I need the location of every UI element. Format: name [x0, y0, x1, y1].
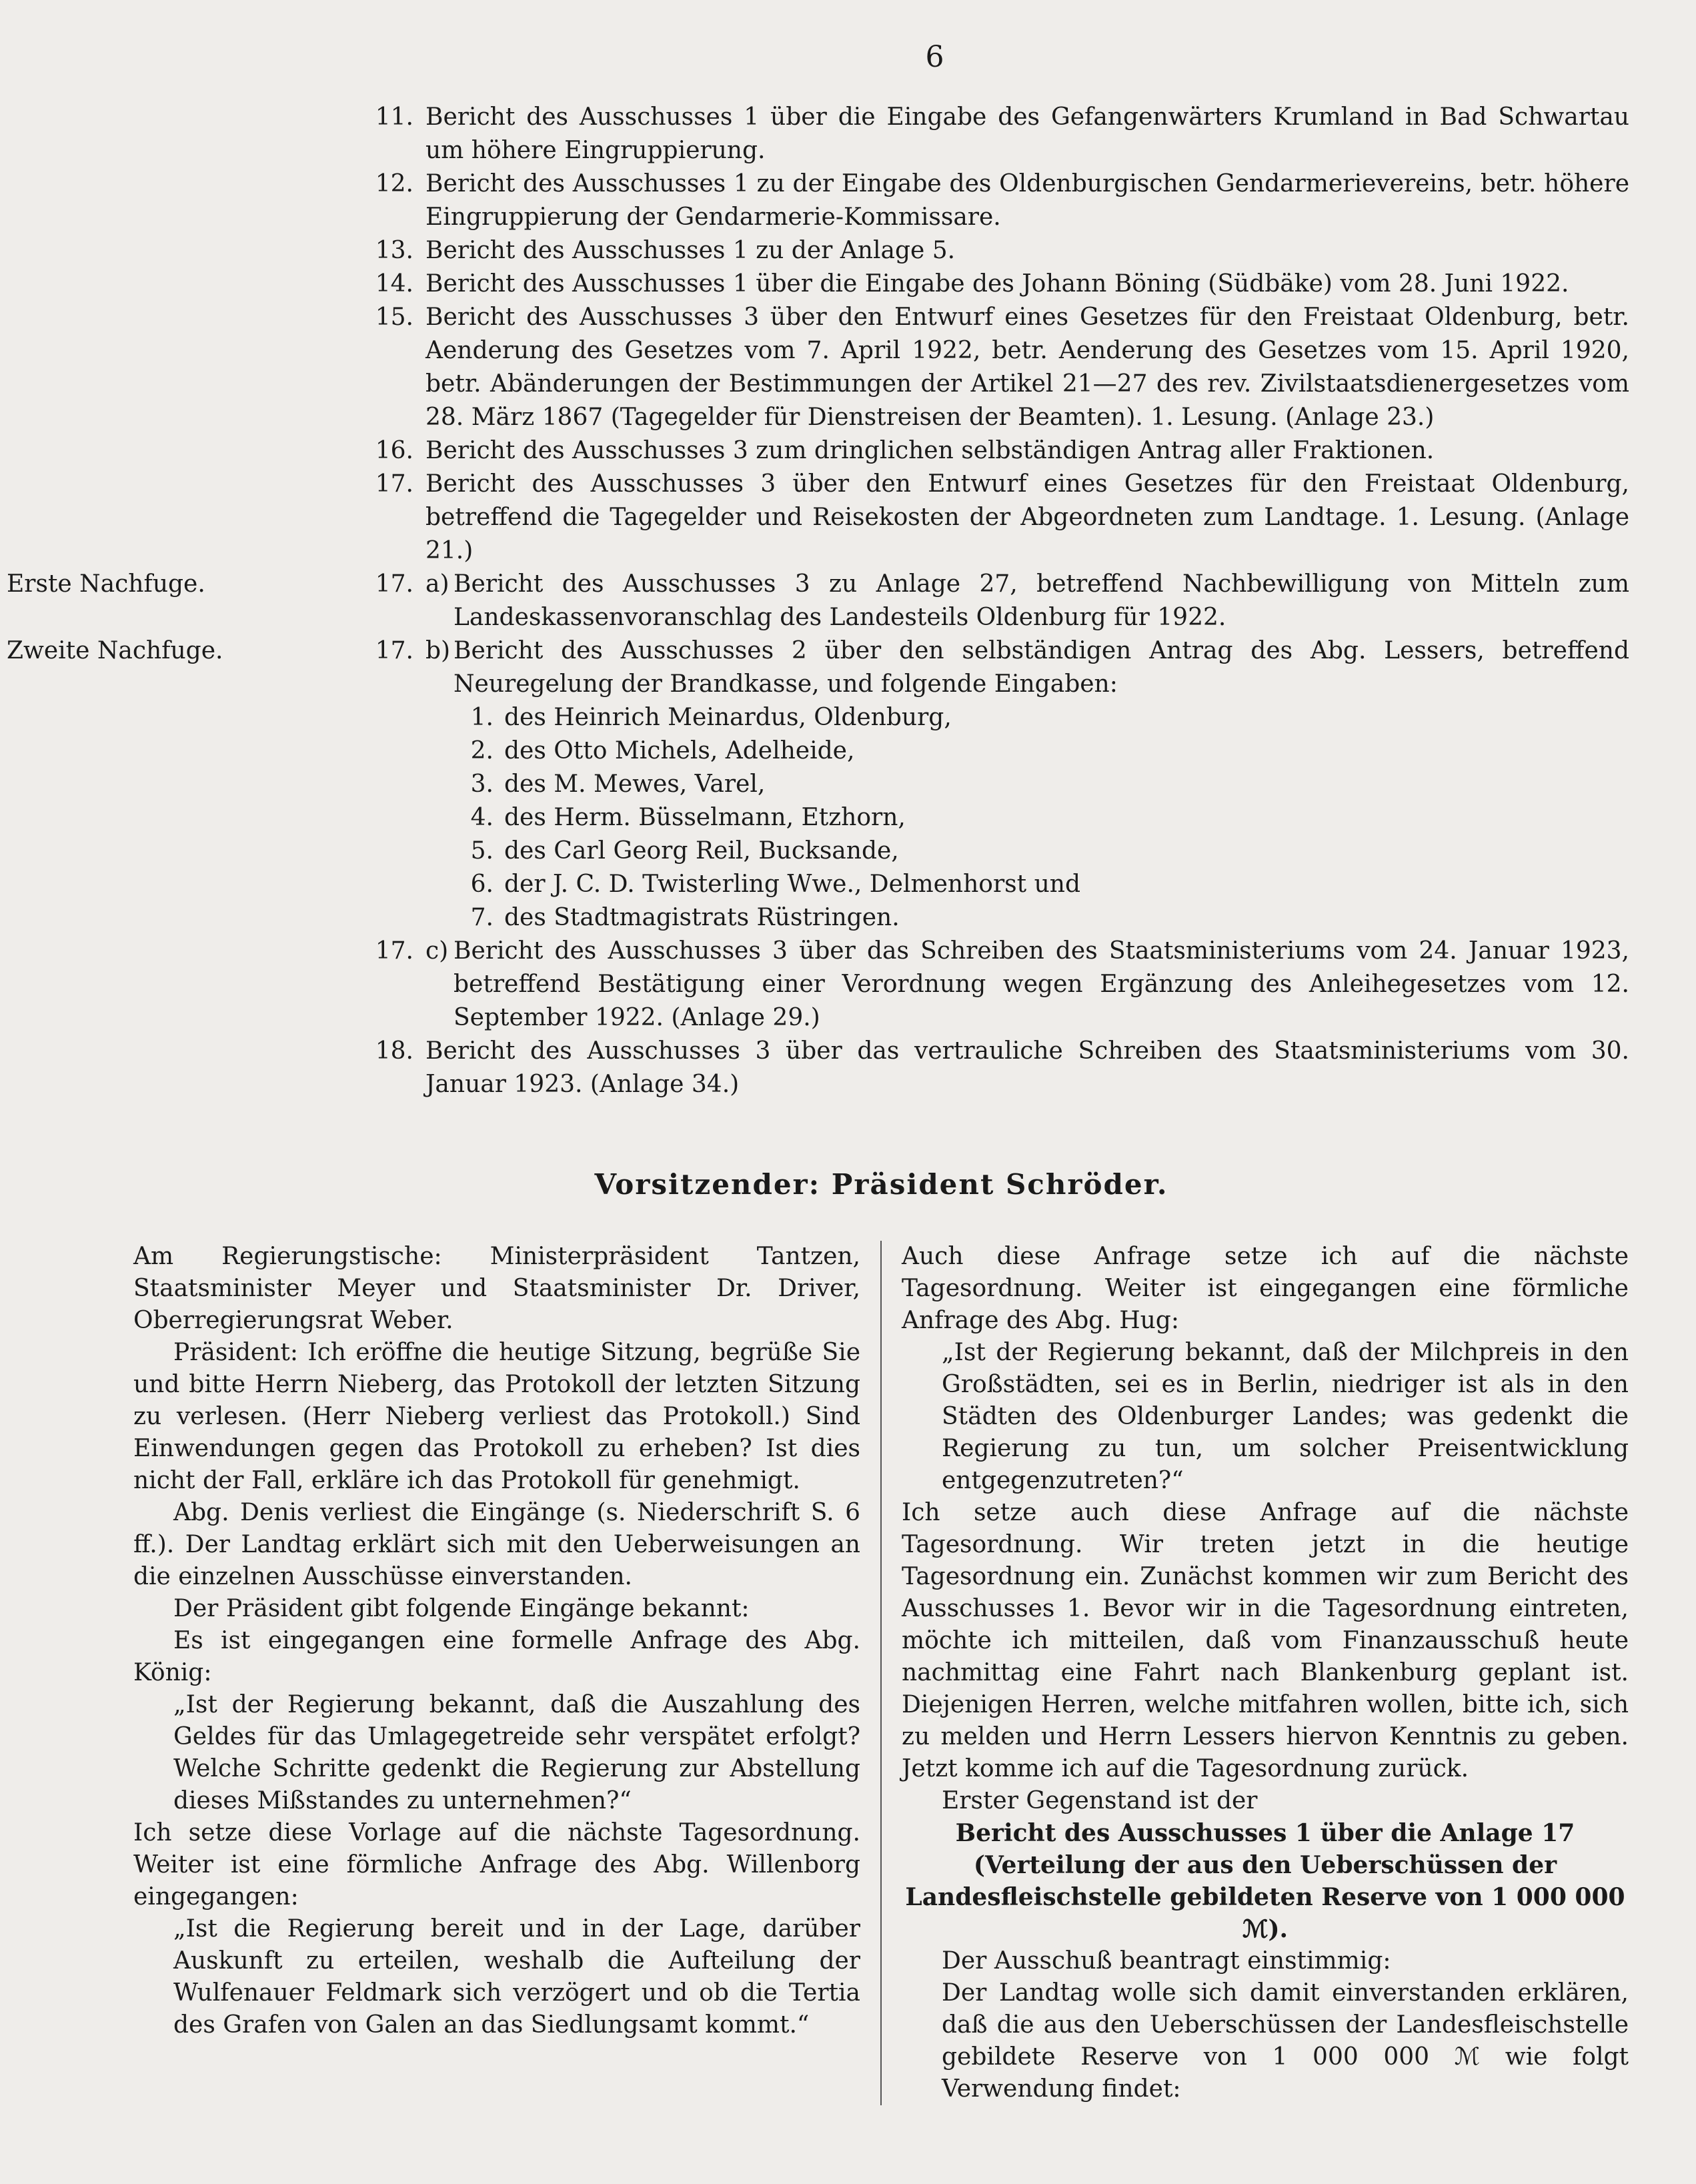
agenda-item	[133, 167, 1629, 234]
agenda-number: 16.	[375, 437, 413, 464]
list-item-text: des Stadtmagistrats Rüstringen.	[504, 904, 900, 931]
agenda-item-17b	[7, 634, 1629, 701]
agenda-text: Bericht des Ausschusses 3 über das Schreiben des Staatsministeriums vom 24. Januar 1923, betreffend Bestätigung einer Verordnung wegen Ergänzung des Anleihegesetzes vom 12. September 1922. (Anlage 29.)	[454, 937, 1629, 1031]
paragraph: Ich setze auch diese Anfrage auf die nächste Tagesordnung. Wir treten jetzt in die heutige Tagesordnung ein. Zunächst kommen wir zum Bericht des Ausschusses 1. Bevor wir in die Tagesordnung eintreten, möchte ich mitteilen, daß vom Finanzausschuß heute nachmittag eine Fahrt nach Blankenburg geplant ist. Diejenigen Herren, welche mitfahren wollen, bitte ich, sich zu melden und Herrn Lessers hiervon Kenntnis zu geben. Jetzt komme ich auf die Tagesordnung zurück.	[902, 1499, 1629, 1782]
paragraph: „Ist der Regierung bekannt, daß der Milchpreis in den Großstädten, sei es in Berlin, niedriger ist als in den Städten des Oldenburger Landes; was gedenkt die Regierung zu tun, um solcher Preisentwicklung entgegenzutreten?“	[942, 1339, 1629, 1494]
agenda-number: 17.	[375, 470, 413, 498]
paragraph: Der Ausschuß beantragt einstimmig:	[942, 1947, 1391, 1975]
agenda-text: Bericht des Ausschusses 2 über den selbständigen Antrag des Abg. Lessers, betreffend Neuregelung der Brandkasse, und folgende Eingaben:	[454, 637, 1629, 698]
agenda-item-17c	[133, 935, 1629, 1035]
list-item-text: des Otto Michels, Adelheide,	[504, 737, 855, 764]
list-item	[447, 901, 1629, 935]
paragraph: Es ist eingegangen eine formelle Anfrage des Abg. König:	[133, 1627, 860, 1686]
paragraph: Am Regierungstische: Ministerpräsident Tantzen, Staatsminister Meyer und Staatsminister Dr. Driver, Oberregierungsrat Weber.	[133, 1243, 860, 1334]
page-number: 6	[925, 40, 944, 74]
agenda-text: Bericht des Ausschusses 1 zu der Anlage 5.	[426, 237, 956, 264]
list-item-text: des M. Mewes, Varel,	[504, 770, 766, 798]
list-item	[447, 801, 1629, 835]
agenda-number: 13.	[375, 237, 413, 264]
list-item-number: 2.	[470, 737, 494, 764]
agenda-number: 18.	[375, 1037, 413, 1065]
paragraph: „Ist die Regierung bereit und in der Lage, darüber Auskunft zu erteilen, weshalb die Aufteilung der Wulfenauer Feldmark sich verzögert und ob die Tertia des Grafen von Galen an das Siedlungsamt kommt.“	[173, 1915, 860, 2039]
list-item	[447, 835, 1629, 868]
agenda-letter: b)	[426, 637, 451, 664]
agenda-number: 17.	[375, 570, 413, 598]
agenda-text: Bericht des Ausschusses 1 über die Eingabe des Gefangenwärters Krumland in Bad Schwartau um höhere Eingruppierung.	[426, 103, 1629, 164]
paragraph: Der Landtag wolle sich damit einverstanden erklären, daß die aus den Ueberschüssen der Landesfleischstelle gebildete Reserve von 1 000 000 ℳ wie folgt Verwendung findet:	[942, 1979, 1629, 2103]
paragraph: „Ist der Regierung bekannt, daß die Auszahlung des Geldes für das Umlagegetreide sehr verspätet erfolgt? Welche Schritte gedenkt die Regierung zur Abstellung dieses Mißstandes zu unternehmen?“	[173, 1691, 860, 1814]
agenda-text: Bericht des Ausschusses 3 über das vertrauliche Schreiben des Staatsministeriums vom 30. Januar 1923. (Anlage 34.)	[426, 1037, 1629, 1098]
list-item-number: 7.	[470, 904, 494, 931]
list-item-number: 5.	[470, 837, 494, 865]
list-item-number: 4.	[470, 804, 494, 831]
right-column	[882, 1241, 1629, 2105]
agenda-number: 12.	[375, 170, 413, 197]
paragraph: Der Präsident gibt folgende Eingänge bekannt:	[173, 1595, 750, 1622]
paragraph: Ich setze diese Vorlage auf die nächste Tagesordnung. Weiter ist eine förmliche Anfrage des Abg. Willenborg eingegangen:	[133, 1819, 860, 1910]
paragraph: Auch diese Anfrage setze ich auf die nächste Tagesordnung. Weiter ist eingegangen eine förmliche Anfrage des Abg. Hug:	[902, 1243, 1629, 1334]
paragraph: Erster Gegenstand ist der	[942, 1787, 1258, 1814]
suppl-label: Erste Nachfuge.	[7, 570, 205, 598]
agenda-item-17a	[7, 568, 1629, 634]
list-item	[447, 868, 1629, 901]
agenda-number: 14.	[375, 270, 413, 298]
list-item	[447, 701, 1629, 734]
agenda-text: Bericht des Ausschusses 1 über die Eingabe des Johann Böning (Südbäke) vom 28. Juni 1922.	[426, 270, 1569, 298]
agenda-item	[133, 434, 1629, 468]
agenda-text: Bericht des Ausschusses 3 über den Entwurf eines Gesetzes für den Freistaat Oldenburg, betreffend die Tagegelder und Reisekosten der Abgeordneten zum Landtage. 1. Lesung. (Anlage 21.)	[426, 470, 1629, 564]
body-columns	[133, 1241, 1629, 2105]
agenda-number: 17.	[375, 637, 413, 664]
agenda-text: Bericht des Ausschusses 3 über den Entwurf eines Gesetzes für den Freistaat Oldenburg, betr. Aenderung des Gesetzes vom 7. April 1922, betr. Aenderung des Gesetzes vom 15. April 1920, betr. Abänderungen der Bestimmungen der Artikel 21—27 des rev. Zivilstaatsdienergesetzes vom 28. März 1867 (Tagegelder für Dienstreisen der Beamten). 1. Lesung. (Anlage 23.)	[426, 304, 1629, 431]
paragraph: Bericht des Ausschusses 1 über die Anlage 17 (Verteilung der aus den Ueberschüssen der Landesfleischstelle gebildeten Reserve von 1 000 000 ℳ).	[905, 1819, 1625, 1943]
left-column	[133, 1241, 882, 2105]
list-item-number: 1.	[470, 704, 494, 731]
agenda-number: 17.	[375, 937, 413, 965]
agenda-item-18	[133, 1035, 1629, 1101]
agenda-letter: c)	[426, 937, 449, 965]
agenda-text: Bericht des Ausschusses 1 zu der Eingabe des Oldenburgischen Gendarmerievereins, betr. höhere Eingruppierung der Gendarmerie-Kommissare.	[426, 170, 1629, 231]
agenda-text: Bericht des Ausschusses 3 zum dringlichen selbständigen Antrag aller Fraktionen.	[426, 437, 1435, 464]
chair-heading: Vorsitzender: Präsident Schröder.	[594, 1168, 1168, 1201]
agenda-letter: a)	[426, 570, 450, 598]
list-item-text: des Carl Georg Reil, Bucksande,	[504, 837, 899, 865]
agenda-item	[133, 101, 1629, 167]
agenda-item	[133, 301, 1629, 434]
list-item-number: 3.	[470, 770, 494, 798]
list-item-number: 6.	[470, 871, 494, 898]
agenda-item	[133, 468, 1629, 568]
list-item	[447, 768, 1629, 801]
agenda-item	[133, 267, 1629, 301]
petition-list	[447, 701, 1629, 935]
agenda-number: 11.	[375, 103, 413, 131]
suppl-label: Zweite Nachfuge.	[7, 637, 223, 664]
list-item-text: des Herm. Büsselmann, Etzhorn,	[504, 804, 906, 831]
agenda-text: Bericht des Ausschusses 3 zu Anlage 27, betreffend Nachbewilligung von Mitteln zum Landeskassenvoranschlag des Landesteils Oldenburg für 1922.	[454, 570, 1629, 631]
agenda-number: 15.	[375, 304, 413, 331]
agenda-list	[7, 101, 1629, 1101]
list-item-text: der J. C. D. Twisterling Wwe., Delmenhorst und	[504, 871, 1080, 898]
agenda-item	[133, 234, 1629, 267]
paragraph: Präsident: Ich eröffne die heutige Sitzung, begrüße Sie und bitte Herrn Nieberg, das Protokoll der letzten Sitzung zu verlesen. (Herr Nieberg verliest das Protokoll.) Sind Einwendungen gegen das Protokoll zu erheben? Ist dies nicht der Fall, erkläre ich das Protokoll für genehmigt.	[133, 1339, 860, 1494]
list-item	[447, 734, 1629, 768]
list-item-text: des Heinrich Meinardus, Oldenburg,	[504, 704, 952, 731]
paragraph: Abg. Denis verliest die Eingänge (s. Niederschrift S. 6 ff.). Der Landtag erklärt sich mit den Ueberweisungen an die einzelnen Ausschüsse einverstanden.	[133, 1499, 860, 1590]
